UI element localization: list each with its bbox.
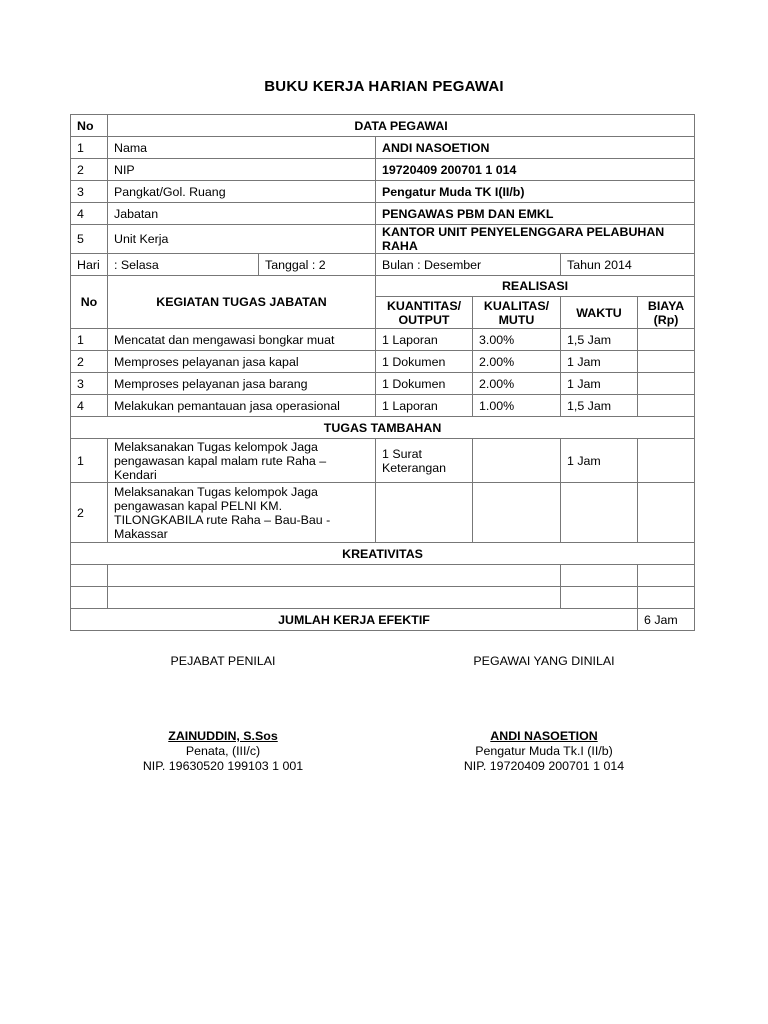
activity-kuantitas: 1 Dokumen	[376, 351, 473, 373]
signature-left	[123, 654, 323, 774]
employee-row	[71, 137, 695, 159]
kreativitas-biaya	[638, 565, 695, 587]
tugas-waktu	[561, 483, 638, 543]
activity-header-realisasi: REALISASI	[376, 276, 695, 297]
kreativitas-header: KREATIVITAS	[71, 543, 695, 565]
tugas-kualitas	[473, 439, 561, 483]
kreativitas-waktu	[561, 565, 638, 587]
tugas-no: 1	[71, 439, 108, 483]
date-row	[71, 254, 695, 276]
activity-kuantitas: 1 Dokumen	[376, 373, 473, 395]
activity-row	[71, 395, 695, 417]
activity-header-kuantitas: KUANTITAS/ OUTPUT	[376, 297, 473, 329]
activity-kegiatan: Memproses pelayanan jasa kapal	[108, 351, 376, 373]
activity-header-kegiatan: KEGIATAN TUGAS JABATAN	[108, 276, 376, 329]
tugas-tambahan-row	[71, 439, 695, 483]
activity-header-no: No	[71, 276, 108, 329]
tugas-biaya	[638, 439, 695, 483]
activity-no: 1	[71, 329, 108, 351]
activity-biaya	[638, 395, 695, 417]
activity-no: 3	[71, 373, 108, 395]
tugas-tambahan-header: TUGAS TAMBAHAN	[71, 417, 695, 439]
kreativitas-biaya	[638, 587, 695, 609]
tugas-kegiatan: Melaksanakan Tugas kelompok Jaga pengawasan kapal PELNI KM. TILONGKABILA rute Raha – Bau-Bau - Makassar	[108, 483, 376, 543]
employee-row	[71, 225, 695, 254]
employee-value: KANTOR UNIT PENYELENGGARA PELABUHAN RAHA	[376, 225, 695, 254]
employee-value: Pengatur Muda TK I(II/b)	[376, 181, 695, 203]
tugas-tambahan-row	[71, 483, 695, 543]
signature-right-rank: Pengatur Muda Tk.I (II/b)	[475, 744, 613, 758]
signature-right-nip: NIP. 19720409 200701 1 014	[463, 759, 625, 773]
employee-no: 5	[71, 225, 108, 254]
activity-header-row	[71, 276, 695, 297]
employee-no: 4	[71, 203, 108, 225]
signature-left-name: ZAINUDDIN, S.Sos	[168, 729, 278, 743]
date-value: Tanggal : 2	[259, 254, 376, 276]
employee-label: Pangkat/Gol. Ruang	[108, 181, 376, 203]
employee-label: NIP	[108, 159, 376, 181]
activity-no: 4	[71, 395, 108, 417]
employee-value: PENGAWAS PBM DAN EMKL	[376, 203, 695, 225]
day-value: : Selasa	[108, 254, 259, 276]
header-data-pegawai: DATA PEGAWAI	[108, 115, 695, 137]
kreativitas-no	[71, 587, 108, 609]
activity-biaya	[638, 351, 695, 373]
activity-kualitas: 3.00%	[473, 329, 561, 351]
kreativitas-waktu	[561, 587, 638, 609]
tugas-kuantitas	[376, 483, 473, 543]
activity-kegiatan: Mencatat dan mengawasi bongkar muat	[108, 329, 376, 351]
kreativitas-no	[71, 565, 108, 587]
tugas-tambahan-header-row	[71, 417, 695, 439]
year-value: Tahun 2014	[561, 254, 695, 276]
activity-kuantitas: 1 Laporan	[376, 329, 473, 351]
activity-row	[71, 329, 695, 351]
jumlah-value: 6 Jam	[638, 609, 695, 631]
employee-no: 1	[71, 137, 108, 159]
activity-no: 2	[71, 351, 108, 373]
day-label: Hari	[71, 254, 108, 276]
signature-left-nip: NIP. 19630520 199103 1 001	[142, 759, 304, 773]
employee-row	[71, 203, 695, 225]
tugas-biaya	[638, 483, 695, 543]
employee-label: Jabatan	[108, 203, 376, 225]
employee-row	[71, 159, 695, 181]
document-title: BUKU KERJA HARIAN PEGAWAI	[264, 78, 504, 95]
activity-kualitas: 1.00%	[473, 395, 561, 417]
employee-no: 2	[71, 159, 108, 181]
signature-left-rank: Penata, (III/c)	[185, 744, 261, 758]
employee-label: Unit Kerja	[108, 225, 376, 254]
activity-waktu: 1 Jam	[561, 351, 638, 373]
activity-kegiatan: Melakukan pemantauan jasa operasional	[108, 395, 376, 417]
employee-label: Nama	[108, 137, 376, 159]
activity-row	[71, 373, 695, 395]
tugas-kualitas	[473, 483, 561, 543]
kreativitas-kegiatan	[108, 565, 561, 587]
employee-header-row	[71, 115, 695, 137]
activity-header-waktu: WAKTU	[561, 297, 638, 329]
kreativitas-kegiatan	[108, 587, 561, 609]
jumlah-row	[71, 609, 695, 631]
activity-kegiatan: Memproses pelayanan jasa barang	[108, 373, 376, 395]
signature-right-name: ANDI NASOETION	[490, 729, 598, 743]
employee-value: ANDI NASOETION	[376, 137, 695, 159]
kreativitas-row	[71, 565, 695, 587]
activity-kualitas: 2.00%	[473, 351, 561, 373]
employee-value: 19720409 200701 1 014	[376, 159, 695, 181]
kreativitas-header-row	[71, 543, 695, 565]
activity-kuantitas: 1 Laporan	[376, 395, 473, 417]
activity-waktu: 1,5 Jam	[561, 395, 638, 417]
activity-row	[71, 351, 695, 373]
employee-no: 3	[71, 181, 108, 203]
tugas-kegiatan: Melaksanakan Tugas kelompok Jaga pengawasan kapal malam rute Raha – Kendari	[108, 439, 376, 483]
activity-biaya	[638, 329, 695, 351]
signature-left-role: PEJABAT PENILAI	[170, 654, 276, 668]
activity-kualitas: 2.00%	[473, 373, 561, 395]
activity-header-biaya: BIAYA (Rp)	[638, 297, 695, 329]
employee-row	[71, 181, 695, 203]
header-no: No	[71, 115, 108, 137]
activity-header-kualitas: KUALITAS/ MUTU	[473, 297, 561, 329]
activity-waktu: 1 Jam	[561, 373, 638, 395]
tugas-kuantitas: 1 Surat Keterangan	[376, 439, 473, 483]
work-log-table	[70, 114, 695, 631]
activity-waktu: 1,5 Jam	[561, 329, 638, 351]
kreativitas-row	[71, 587, 695, 609]
month-value: Bulan : Desember	[376, 254, 561, 276]
tugas-waktu: 1 Jam	[561, 439, 638, 483]
jumlah-label: JUMLAH KERJA EFEKTIF	[71, 609, 638, 631]
tugas-no: 2	[71, 483, 108, 543]
signature-right	[424, 654, 664, 774]
signature-right-role: PEGAWAI YANG DINILAI	[473, 654, 615, 668]
activity-biaya	[638, 373, 695, 395]
